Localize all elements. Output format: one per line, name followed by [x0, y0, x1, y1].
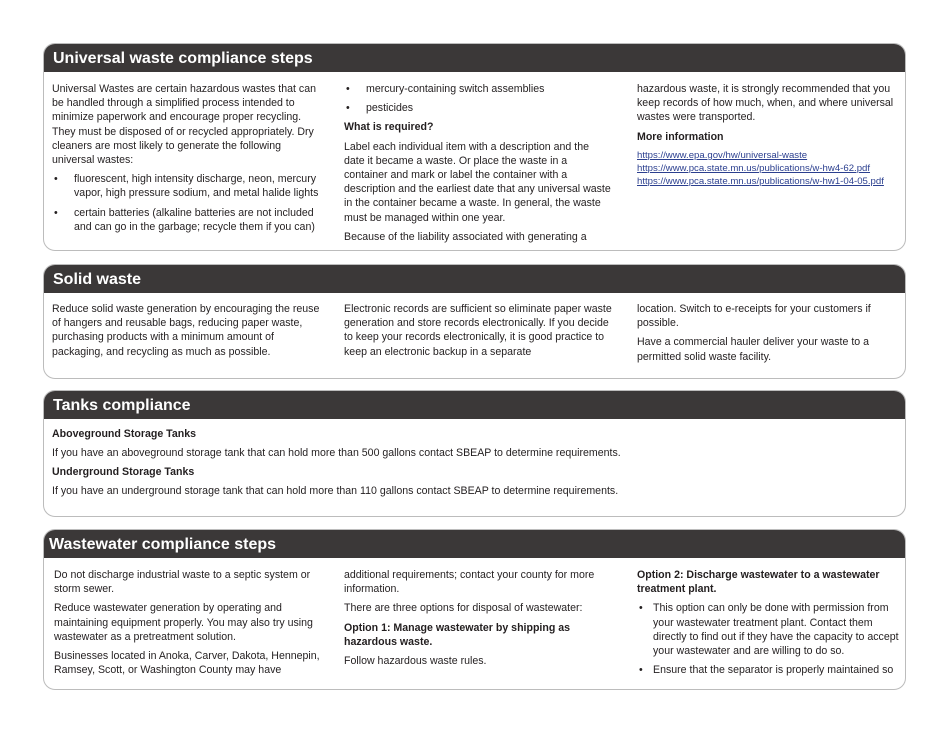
wastewater-title: Wastewater compliance steps — [44, 530, 905, 558]
wastewater-options-text: There are three options for disposal of wastewater: — [344, 602, 583, 615]
link-pca-w-hw1-04-05[interactable]: https://www.pca.state.mn.us/publications/w-hw1-04-05.pdf — [637, 175, 884, 187]
wastewater-county-text: Businesses located in Anoka, Carver, Dakota, Hennepin, Ramsey, Scott, or Washington County may have — [54, 650, 320, 677]
solid-col-3 — [637, 302, 897, 369]
universal-waste-title: Universal waste compliance steps — [44, 44, 905, 72]
link-epa-universal-waste[interactable]: https://www.epa.gov/hw/universal-waste — [637, 149, 808, 161]
solid-electronic-records-text: Electronic records are sufficient so eliminate paper waste generation and store records electronically. If you decide to keep your records electronically, it is good practice to keep an electronic backup in a separate — [344, 303, 612, 358]
underground-text: If you have an underground storage tank that can hold more than 110 gallons contact SBEAP to determine requirements. — [52, 485, 619, 497]
option-2-list — [637, 601, 903, 677]
wastewater-col-1 — [54, 568, 326, 682]
more-information-heading: More information — [637, 130, 724, 143]
wastewater-section — [43, 529, 906, 690]
liability-text: Because of the liability associated with generating a — [344, 230, 587, 243]
list-item: • mercury-containing switch assemblies — [344, 82, 612, 96]
universal-col-1 — [52, 82, 324, 239]
option-1-heading: Option 1: Manage wastewater by shipping as hazardous waste. — [344, 621, 571, 648]
link-pca-w-hw4-62[interactable]: https://www.pca.state.mn.us/publications/w-hw4-62.pdf — [637, 162, 871, 174]
solid-hauler-text: Have a commercial hauler deliver your waste to a permitted solid waste facility. — [637, 336, 869, 363]
what-is-required-heading: What is required? — [344, 121, 434, 134]
aboveground-heading: Aboveground Storage Tanks — [52, 428, 197, 440]
tanks-body — [52, 427, 897, 503]
underground-heading: Underground Storage Tanks — [52, 466, 195, 478]
option-2-heading: Option 2: Discharge wastewater to a wastewater treatment plant. — [637, 569, 880, 596]
list-item: • Ensure that the separator is properly maintained so — [637, 663, 903, 677]
universal-waste-section — [43, 43, 906, 251]
records-text: hazardous waste, it is strongly recommended that you keep records of how much, when, and where universal wastes were transported. — [637, 83, 894, 124]
solid-e-receipts-text: location. Switch to e-receipts for your customers if possible. — [637, 303, 871, 330]
wastewater-col-3 — [637, 568, 903, 682]
universal-waste-list-cont — [344, 82, 612, 115]
universal-col-2 — [344, 82, 612, 249]
universal-waste-list — [52, 172, 324, 234]
solid-col-1 — [52, 302, 327, 364]
wastewater-reduce-text: Reduce wastewater generation by operating and maintaining equipment properly. You may also try using wastewater as a pretreatment solution. — [54, 602, 313, 643]
solid-waste-title: Solid waste — [44, 265, 905, 293]
list-item: • pesticides — [344, 101, 612, 115]
list-item: • This option can only be done with permission from your wastewater treatment plant. Contact them directly to find out if they have the capacity to accept your wastewater and are willing to do so. — [637, 601, 903, 658]
option-1-text: Follow hazardous waste rules. — [344, 655, 487, 668]
solid-reduce-text: Reduce solid waste generation by encouraging the reuse of hangers and reusable bags, reducing paper waste, purchasing products with a minimum amount of packaging, and recycling as much as possible. — [52, 303, 320, 358]
solid-col-2 — [344, 302, 619, 364]
list-item: • fluorescent, high intensity discharge, neon, mercury vapor, high pressure sodium, and metal halide lights — [52, 172, 324, 200]
list-item: • certain batteries (alkaline batteries are not included and can go in the garbage; recycle them if you can) — [52, 206, 324, 234]
wastewater-septic-text: Do not discharge industrial waste to a septic system or storm sewer. — [54, 569, 311, 596]
wastewater-additional-text: additional requirements; contact your county for more information. — [344, 569, 595, 596]
what-is-required-text: Label each individual item with a description and the date it became a waste. Or place the waste in a container and mark or label the container with a description and the earliest date that any universal waste in the container became a waste. In general, the waste must be managed within one year. — [344, 140, 611, 224]
universal-intro: Universal Wastes are certain hazardous wastes that can be handled through a simplified process intended to minimize paperwork and encourage proper recycling. They must be disposed of or recycled appropriately. Dry cleaners are most likely to generate the following universal wastes: — [52, 83, 316, 167]
tanks-section — [43, 390, 906, 517]
universal-col-3 — [637, 82, 903, 188]
wastewater-col-2 — [344, 568, 616, 673]
aboveground-text: If you have an aboveground storage tank that can hold more than 500 gallons contact SBEAP to determine requirements. — [52, 447, 621, 459]
tanks-title: Tanks compliance — [44, 391, 905, 419]
solid-waste-section — [43, 264, 906, 379]
